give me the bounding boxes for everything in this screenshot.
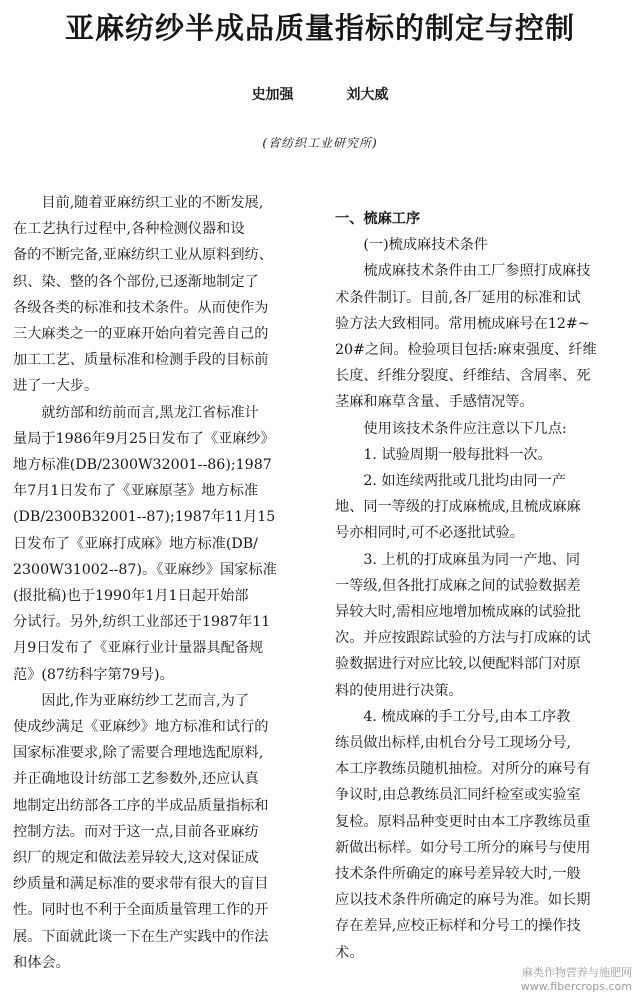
text-line: 进了一大步。 [13,378,99,395]
text-line: 地、同一等级的打成麻梳成,且梳成麻麻 [335,499,581,516]
text-line: 国家标准要求,除了需要合理地选配原料, [13,745,264,762]
text-line: 因此,作为亚麻纺纱工艺而言,为了 [41,692,250,709]
text-line: 量局于1986年9月25日发布了《亚麻纱》 [13,430,275,447]
text-line: 在工艺执行过程中,各种检测仪器和设 [13,221,245,238]
text-line: 控制方法。而对于这一点,目前各亚麻纺 [13,823,259,840]
text-line: 织、染、整的各个部份,已逐渐地制定了 [13,273,259,290]
text-line: 性。同时也不利于全面质量管理工作的开 [13,902,269,919]
text-line: 4. 梳成麻的手工分号,由本工序教 [363,708,571,725]
watermark-line: www.fibercrops.com [520,980,632,993]
section-heading: 一、梳麻工序 [335,211,421,227]
text-line: 2300W31002--87)。《亚麻纱》国家标准 [13,561,277,578]
text-line: 使用该技术条件应注意以下几点: [363,420,567,437]
text-line: 长度、纤维分裂度、纤维结、含屑率、死 [335,368,591,385]
text-line: 各级各类的标准和技术条件。从而使作为 [13,299,269,316]
text-line: 次。并应按跟踪试验的方法与打成麻的试 [335,630,591,647]
text-line: 技术条件所确定的麻号差异较大时,一般 [335,866,581,883]
text-line: 异较大时,需相应地增加梳成麻的试验批 [335,604,581,621]
text-line: 三大麻类之一的亚麻开始向着完善自己的 [13,326,269,343]
text-line: 目前,随着亚麻纺织工业的不断发展, [41,195,264,211]
text-line: 验数据进行对应比较,以便配料部门对原 [335,656,581,673]
text-line: 号亦相同时,可不必逐批试验。 [335,525,524,542]
text-line: 3. 上机的打成麻虽为同一产地、同 [363,551,581,568]
text-line: 范》(87纺科字第79号)。 [13,666,174,683]
text-line: 一等级,但各批打成麻之间的试验数据差 [335,577,581,594]
text-line: 术。 [335,944,364,961]
text-line: 争议时,由总教练员汇同纤检室或实验室 [335,787,581,804]
text-line: 使成纱满足《亚麻纱》地方标准和试行的 [13,719,269,736]
text-line: 就纺部和纺前而言,黑龙江省标准计 [41,404,259,421]
text-line: 2. 如连续两批或几批均由同一产 [363,473,566,490]
text-line: 年7月1日发布了《亚麻原茎》地方标准 [13,483,259,500]
text-line: 应以技术条件所确定的麻号为准。如长期 [335,892,591,909]
text-line: 复检。原料品种变更时由本工序教练员重 [335,813,591,830]
text-line: 并正确地设计纺部工艺参数外,还应认真 [13,771,259,788]
watermark-line: 麻类作物营养与施肥网 [522,966,632,979]
text-line: 练员做出标样,由机台分号工现场分号, [335,735,572,752]
text-line: 术条件制订。目前,各厂延用的标准和试 [335,289,581,306]
text-line: 1. 试验周期一般每批料一次。 [363,446,552,463]
text-line: 加工工艺、质量标准和检测手段的目标前 [13,352,269,369]
right-column [335,206,635,966]
affiliation: (省纺织工业研究所) [262,136,378,150]
text-line: 地方标准(DB/2300W32001--86);1987 [13,457,272,474]
text-line: 日发布了《亚麻打成麻》地方标准(DB/ [13,535,258,552]
text-line: 新做出标样。如分号工所分的麻号与使用 [335,839,591,856]
text-line: 展。下面就此谈一下在生产实践中的作法 [13,928,269,945]
author-name: 刘大威 [346,87,389,103]
subsection-heading: (一)梳成麻技术条件 [363,237,488,254]
text-line: 梳成麻技术条件由工厂参照打成麻技 [363,263,591,280]
author-name: 史加强 [251,87,294,103]
right-column-body [335,258,635,965]
left-column [13,190,308,976]
author-list [0,84,640,106]
text-line: (报批稿)也于1990年1月1日起开始部 [13,588,249,605]
text-line: 存在差异,应校正标样和分号工的操作技 [335,918,581,935]
text-line: 茎麻和麻草含量、手感情况等。 [335,394,534,411]
text-line: 备的不断完备,亚麻纺织工业从原料到纺、 [13,247,273,264]
paper-title: 亚麻纺纱半成品质量指标的制定与控制 [64,11,575,45]
text-line: 纱质量和满足标准的要求带有很大的盲目 [13,876,269,893]
text-line: 分试行。另外,纺织工业部还于1987年11 [13,614,271,631]
text-line: 本工序教练员随机抽检。对所分的麻号有 [335,761,591,778]
text-line: 和体会。 [13,954,70,971]
text-line: 月9日发布了《亚麻行业计量器具配备规 [13,640,264,657]
text-line: 20#之间。检验项目包括:麻束强度、纤维 [335,342,597,359]
text-line: 料的使用进行决策。 [335,682,463,699]
text-line: 验方法大致相同。常用梳成麻号在12#~ [335,315,590,332]
text-line: (DB/2300B32001--87);1987年11月15 [13,509,276,526]
watermark [521,966,632,994]
text-line: 织厂的规定和做法差异较大,这对保证成 [13,850,259,867]
text-line: 地制定出纺部各工序的半成品质量指标和 [13,797,269,814]
